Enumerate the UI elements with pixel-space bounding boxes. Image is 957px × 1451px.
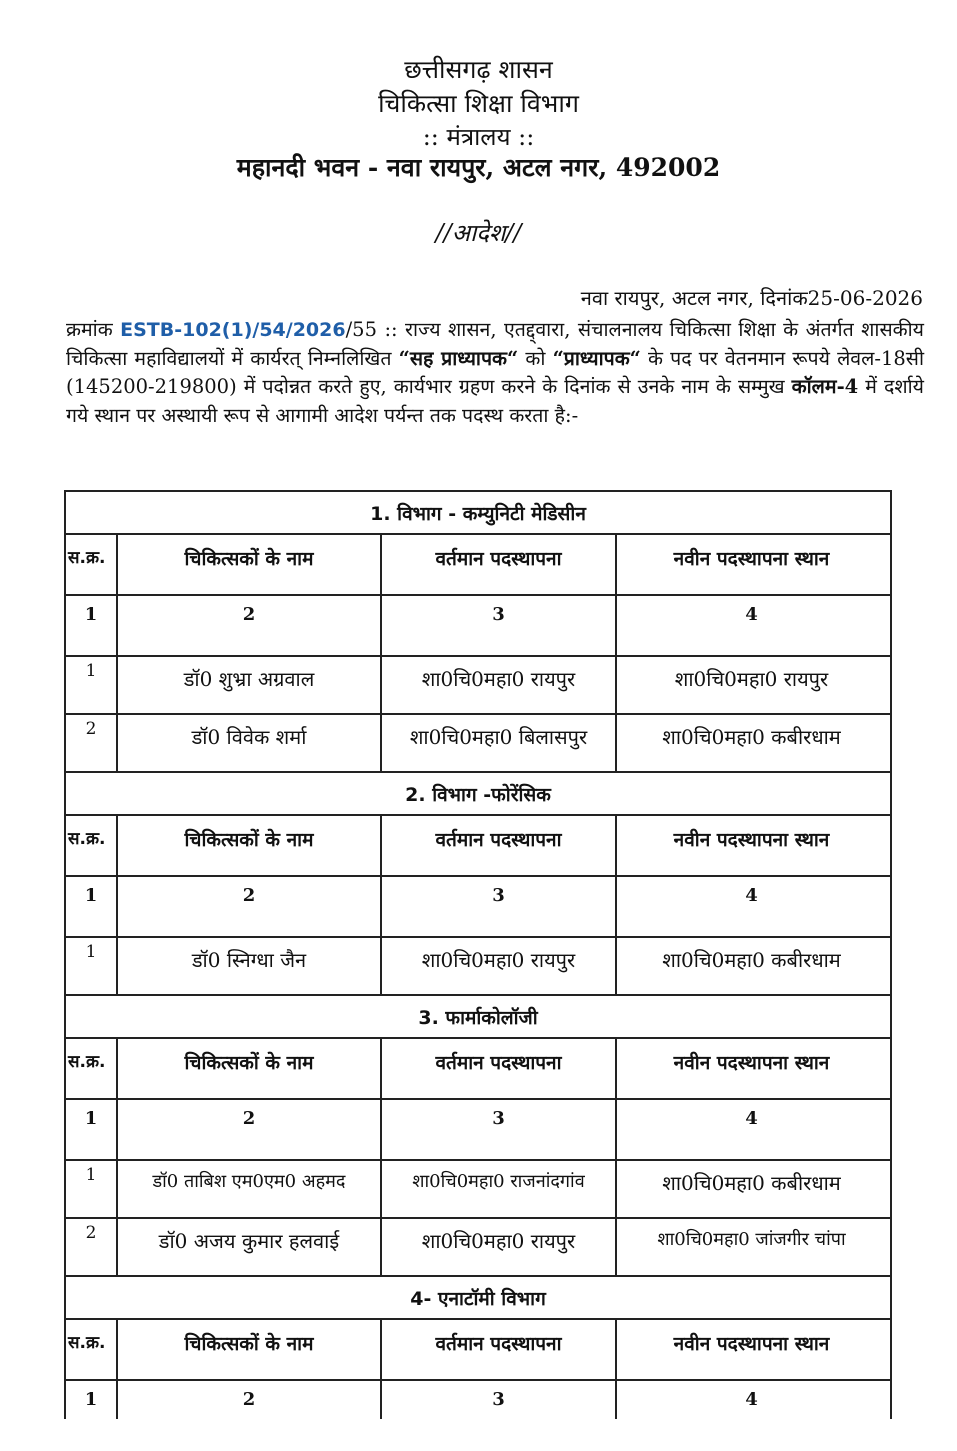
new-posting: शा0चि0महा0 रायपुर (674, 667, 829, 691)
section-title: 2. विभाग -फोरेंसिक (66, 773, 890, 816)
reference-number: ESTB-102(1)/54/2026 (120, 319, 346, 341)
column-number-row (66, 1381, 890, 1419)
section-title: 4- एनाटॉमी विभाग (66, 1277, 890, 1320)
column-header-row (66, 1320, 890, 1381)
col-number: 3 (382, 596, 617, 655)
order-paragraph: क्रमांक ESTB-102(1)/54/2026/55 :: राज्य शासन, एतद्द्वारा, संचालनालय चिकित्सा शिक्षा के अंतर्गत शासकीय चिकित्सा महाविद्यालयों में कार्यरत् निम्नलिखित “सह प्राध्यापक“ को “प्राध्यापक“ के पद पर वेतनमान रूपये लेवल-18सी (145200-219800) में पदोन्नत करते हुए, कार्यभार ग्रहण करने के दिनांक से उनके नाम के सम्मुख कॉलम-4 में दर्शाये गये स्थान पर अस्थायी रूप से आगामी आदेश पर्यन्त तक पदस्थ करता है:- (66, 318, 924, 427)
col-number: 4 (745, 604, 758, 625)
col-number: 2 (118, 1381, 382, 1419)
serial-number: 2 (66, 715, 118, 771)
col-number: 2 (118, 877, 382, 936)
col-new-header: नवीन पदस्थापना स्थान (673, 1333, 830, 1355)
new-posting: शा0चि0महा0 कबीरधाम (662, 948, 841, 972)
col-sno-header: स.क्र. (66, 1320, 118, 1379)
table-row (66, 1161, 890, 1219)
col-sno-header: स.क्र. (66, 535, 118, 594)
col-new-header: नवीन पदस्थापना स्थान (673, 829, 830, 851)
govt-name: छत्तीसगढ़ शासन (404, 55, 553, 84)
column-number-row (66, 877, 890, 938)
col-sno-header: स.क्र. (66, 1039, 118, 1098)
department-name: चिकित्सा शिक्षा विभाग (378, 89, 579, 118)
current-posting: शा0चि0महा0 रायपुर (382, 1219, 617, 1275)
table-row (66, 715, 890, 773)
col-number: 1 (66, 877, 118, 936)
col-number: 3 (382, 1381, 617, 1419)
col-new-header: नवीन पदस्थापना स्थान (673, 1052, 830, 1074)
table-row (66, 657, 890, 715)
doctor-name: डॉ0 ताबिश एम0एम0 अहमद (118, 1161, 382, 1217)
col-current-header: वर्तमान पदस्थापना (382, 816, 617, 875)
doctor-name: डॉ0 शुभ्रा अग्रवाल (118, 657, 382, 713)
col-number: 1 (66, 1381, 118, 1419)
section-title: 1. विभाग - कम्युनिटी मेडिसीन (66, 492, 890, 535)
column-header-row (66, 535, 890, 596)
serial-number: 2 (66, 1219, 118, 1275)
serial-number: 1 (66, 938, 118, 994)
column-number-row (66, 1100, 890, 1161)
new-posting: शा0चि0महा0 कबीरधाम (662, 1171, 841, 1195)
col-new-header: नवीन पदस्थापना स्थान (673, 548, 830, 570)
col-number: 2 (118, 1100, 382, 1159)
current-posting: शा0चि0महा0 राजनांदगांव (382, 1161, 617, 1217)
column-header-row (66, 1039, 890, 1100)
col-number: 1 (66, 1100, 118, 1159)
col-number: 3 (382, 1100, 617, 1159)
current-posting: शा0चि0महा0 रायपुर (382, 657, 617, 713)
col-name-header: चिकित्सकों के नाम (118, 1039, 382, 1098)
column-header-row (66, 816, 890, 877)
col-name-header: चिकित्सकों के नाम (118, 535, 382, 594)
section-title: 3. फार्माकोलॉजी (66, 996, 890, 1039)
serial-number: 1 (66, 1161, 118, 1217)
current-posting: शा0चि0महा0 बिलासपुर (382, 715, 617, 771)
posting-table (64, 490, 892, 1419)
column-number-row (66, 596, 890, 657)
address-line: महानदी भवन - नवा रायपुर, अटल नगर, 492002 (236, 153, 721, 182)
doctor-name: डॉ0 अजय कुमार हलवाई (118, 1219, 382, 1275)
order-title: //आदेश// (435, 219, 522, 247)
doctor-name: डॉ0 विवेक शर्मा (118, 715, 382, 771)
table-row (66, 1219, 890, 1277)
col-current-header: वर्तमान पदस्थापना (382, 535, 617, 594)
serial-number: 1 (66, 657, 118, 713)
col-name-header: चिकित्सकों के नाम (118, 1320, 382, 1379)
col-current-header: वर्तमान पदस्थापना (382, 1039, 617, 1098)
table-row (66, 938, 890, 996)
col-number: 4 (745, 885, 758, 906)
col-current-header: वर्तमान पदस्थापना (382, 1320, 617, 1379)
col-name-header: चिकित्सकों के नाम (118, 816, 382, 875)
doctor-name: डॉ0 स्निग्धा जैन (118, 938, 382, 994)
col-number: 4 (745, 1389, 758, 1410)
ministry-label: :: मंत्रालय :: (422, 123, 535, 151)
place-date-line: नवा रायपुर, अटल नगर, दिनांक25-06-2026 (580, 286, 923, 310)
current-posting: शा0चि0महा0 रायपुर (382, 938, 617, 994)
col-number: 3 (382, 877, 617, 936)
new-posting: शा0चि0महा0 कबीरधाम (662, 725, 841, 749)
col-number: 2 (118, 596, 382, 655)
col-sno-header: स.क्र. (66, 816, 118, 875)
new-posting: शा0चि0महा0 जांजगीर चांपा (657, 1229, 846, 1250)
col-number: 1 (66, 596, 118, 655)
col-number: 4 (745, 1108, 758, 1129)
